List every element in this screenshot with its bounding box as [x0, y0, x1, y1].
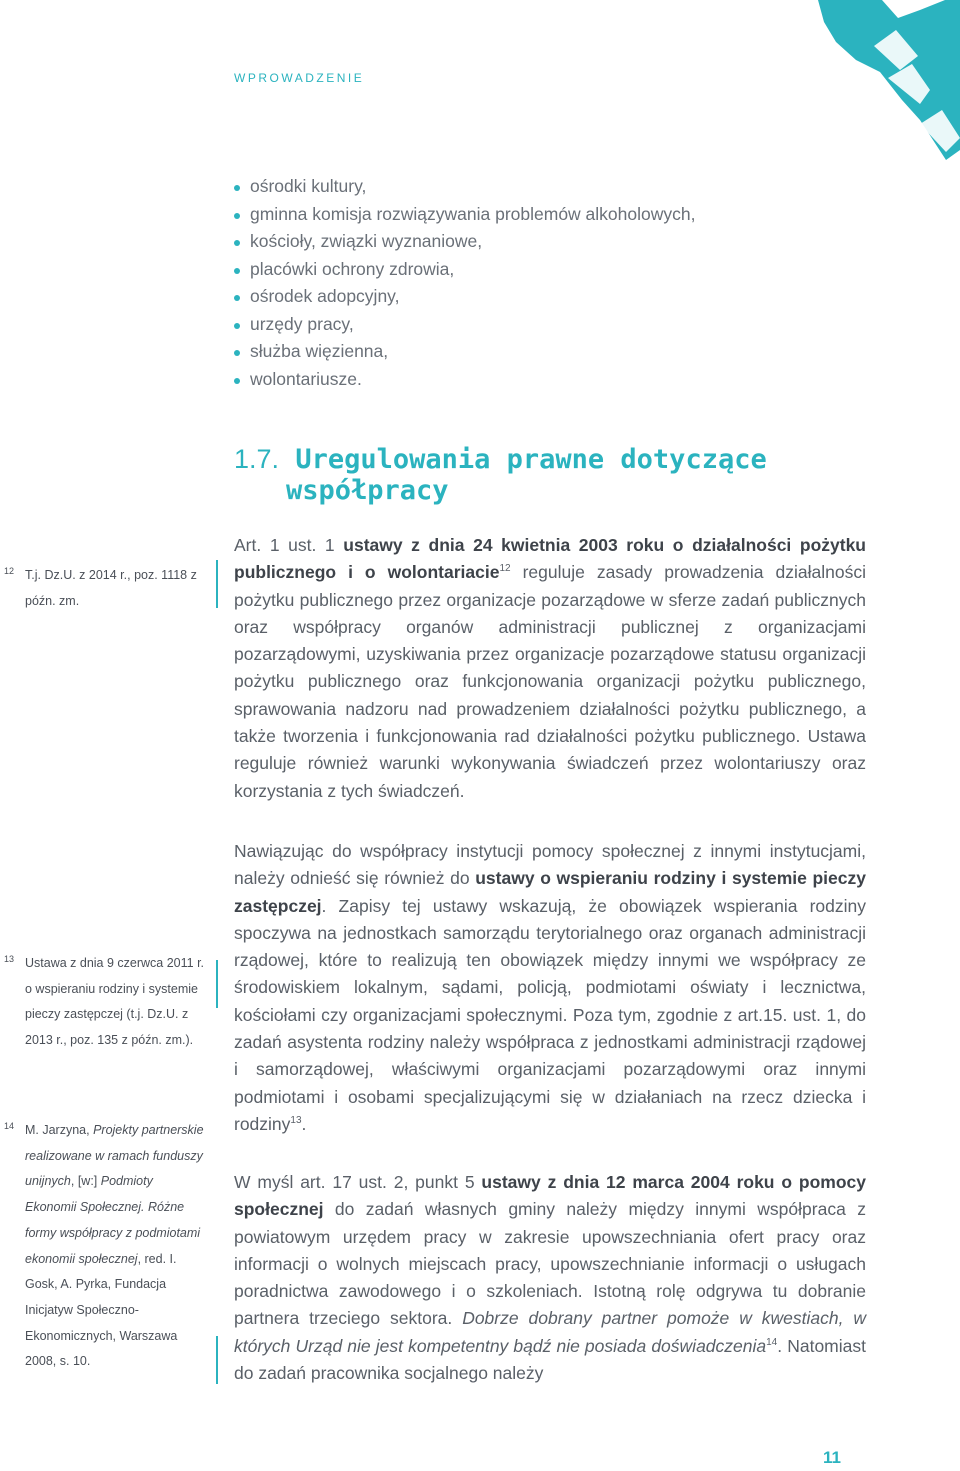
list-item: wolontariusze. [234, 366, 695, 394]
list-item: kościoły, związki wyznaniowe, [234, 228, 695, 256]
section-number: 1.7. [234, 444, 280, 474]
footnote-text: , red. I. Gosk, A. Pyrka, Fundacja Inicjatyw Społeczno-Ekonomicznych, Warszawa 2008, s. 10. [25, 1251, 178, 1369]
paragraph-text: do zadań własnych gminy należy między innymi współpraca z powiatowym urzędem pracy w zakresie upowszechniania ofert pracy oraz informacji o wolnych miejscach pracy, upowszechnianie informacji o usługach poradnictwa zawodowego i o szkoleniach. Istotną rolę odgrywa tu dobranie partnera trzeciego sektora. [234, 1199, 866, 1329]
list-item: gminna komisja rozwiązywania problemów alkoholowych, [234, 201, 695, 229]
footnote-ref: 14 [766, 1336, 778, 1348]
footnote-13 [4, 951, 205, 1054]
footnote-text: M. Jarzyna, [25, 1123, 94, 1137]
section-title [234, 444, 767, 506]
footnote-14 [4, 1118, 205, 1375]
footnote-title: Podmioty Ekonomii Społecznej. Różne formy współpracy z podmiotami ekonomii społecznej [25, 1174, 201, 1266]
list-item: urzędy pracy, [234, 311, 695, 339]
paragraph-1 [234, 532, 866, 805]
footnote-ref: 12 [499, 563, 511, 575]
footnote-text: T.j. Dz.U. z 2014 r., poz. 1118 z późn. zm. [25, 568, 197, 608]
paragraph-text: . [301, 1113, 307, 1134]
paragraph-text: . Zapisy tej ustawy wskazują, że obowiązek wspierania rodziny spoczywa na jednostkach samorządu terytorialnego oraz organach administracji rządowej, które to realizują ten obowiązek między innymi we współpracy ze środowiskiem lokalnym, sądami, policją, podmiotami oświaty i lecznictwa, kościołami czy organizacjami społecznymi. Poza tym, zgodnie z art.15. ust. 1, do zadań asystenta rodziny należy współpraca z jednostkami administracji rządowej i samorządowej, właściwymi organizacjami pozarządowymi oraz innymi podmiotami i osobami specjalizującymi się w działaniach na rzecz dziecka i rodziny [234, 895, 866, 1134]
footnote-number: 13 [4, 954, 15, 964]
footnote-ref: 13 [290, 1115, 302, 1127]
list-item: ośrodek adopcyjny, [234, 283, 695, 311]
law-reference: ustawy o wspieraniu rodziny i systemie pieczy zastępczej [234, 868, 866, 916]
footnote-title: Projekty partnerskie realizowane w ramach funduszy unijnych [25, 1123, 204, 1189]
handshake-icon [770, 0, 960, 200]
law-reference: ustawy z dnia 24 kwietnia 2003 roku o działalności pożytku publicznego i o wolontariacie [234, 535, 866, 583]
footnote-marker-bar [216, 560, 218, 608]
section-header-label: WPROWADZENIE [234, 71, 365, 85]
footnote-marker-bar [216, 960, 218, 1008]
paragraph-2 [234, 838, 866, 1138]
list-item: ośrodki kultury, [234, 173, 695, 201]
paragraph-text: Art. 1 ust. 1 [234, 535, 344, 555]
footnote-number: 14 [4, 1121, 15, 1131]
section-title-line1: Uregulowania prawne dotyczące [295, 444, 767, 475]
footnote-text: Ustawa z dnia 9 czerwca 2011 r. o wspieraniu rodziny i systemie pieczy zastępczej (t.j. Dz.U. z 2013 r., poz. 135 z późn. zm.). [25, 956, 205, 1048]
institution-list [234, 173, 695, 393]
paragraph-3 [234, 1169, 866, 1387]
footnote-text: , [w:] [70, 1174, 101, 1189]
paragraph-text: Nawiązując do współpracy instytucji pomocy społecznej z innymi instytucjami, należy odnieść się również do [234, 841, 866, 889]
page-number: 11 [823, 1448, 841, 1467]
law-reference: ustawy z dnia 12 marca 2004 roku o pomocy społecznej [234, 1172, 866, 1220]
list-item: placówki ochrony zdrowia, [234, 256, 695, 284]
footnote-12 [4, 563, 205, 614]
section-title-line2: współpracy [286, 475, 449, 506]
paragraph-text: reguluje zasady prowadzenia działalności pożytku publicznego przez organizacje pozarządowe w sferze zadań publicznych oraz współpracy organów administracji publicznej z organizacjami pozarządowymi, uzyskiwania przez organizacje pozarządowe statusu organizacji pożytku publicznego oraz funkcjonowania organizacji pożytku publicznego, sprawowania nadzoru nad prowadzeniem działalności pożytku publicznego, a także tworzenia i funkcjonowania rad działalności pożytku publicznego. Ustawa reguluje również warunki wykonywania świadczeń przez wolontariuszy oraz korzystania z tych świadczeń. [234, 562, 866, 801]
footnote-marker-bar [216, 1336, 218, 1384]
quote-text: Dobrze dobrany partner pomoże w kwestiach, w których Urząd nie jest kompetentny bądź nie posiada doświadczenia [234, 1308, 866, 1356]
footnote-number: 12 [4, 566, 15, 576]
list-item: służba więzienna, [234, 338, 695, 366]
paragraph-text: W myśl art. 17 ust. 2, punkt 5 [234, 1172, 482, 1192]
paragraph-text: . Natomiast do zadań pracownika socjalnego należy [234, 1335, 866, 1384]
